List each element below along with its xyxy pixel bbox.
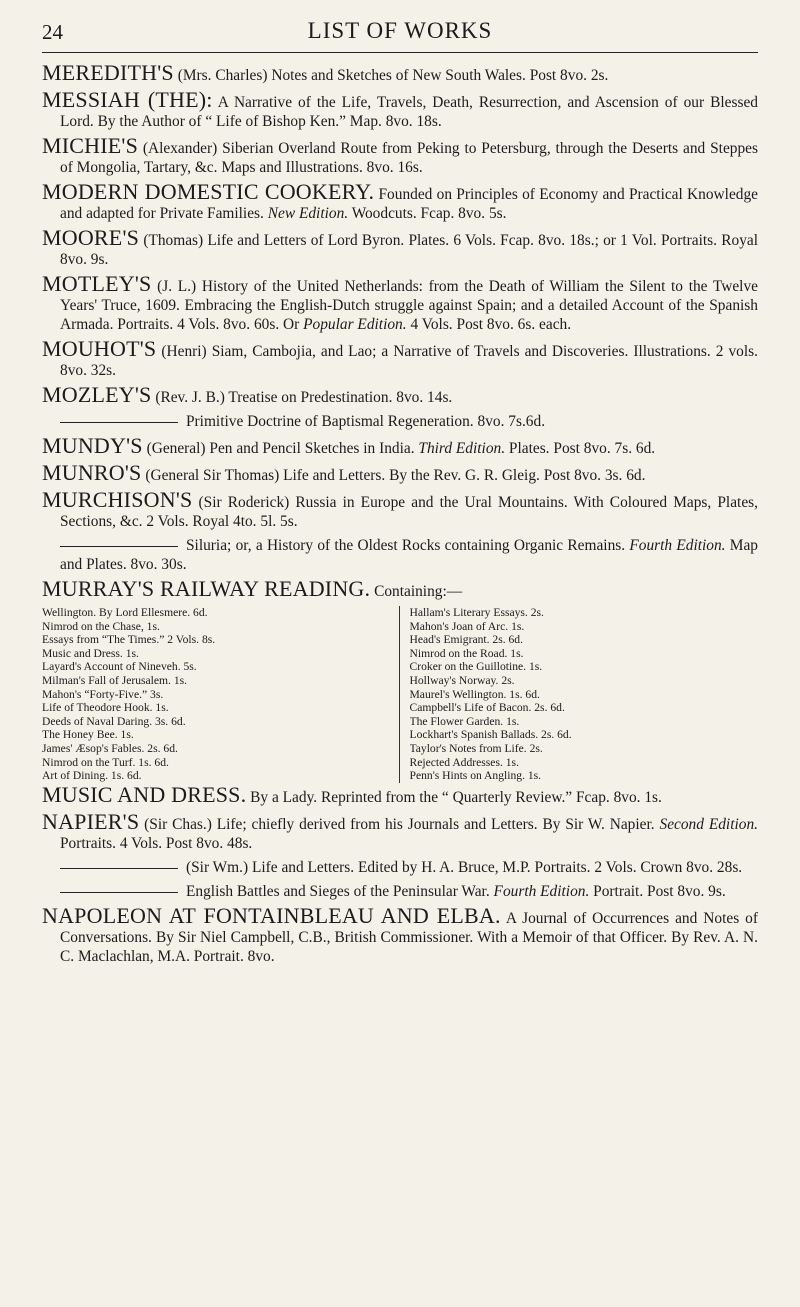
catalog-entry	[42, 536, 758, 574]
entry-details: Map and Plates. 8vo. 30s.	[60, 537, 758, 573]
entry-edition: Fourth Edition.	[493, 882, 590, 900]
railway-title: Art of Dining. 1s. 6d.	[42, 769, 142, 783]
railway-title: Nimrod on the Chase, 1s.	[42, 619, 160, 633]
entry-name: MUNRO'S	[42, 460, 142, 485]
railway-left-column	[42, 606, 400, 783]
entry-text: (General) Pen and Pencil Sketches in India.	[146, 440, 415, 457]
entry-text: English Battles and Sieges of the Peninsular War.	[186, 882, 490, 900]
catalog-entry	[42, 460, 758, 485]
entry-name: MUSIC AND DRESS.	[42, 781, 247, 807]
catalog-entry	[42, 382, 758, 407]
entry-edition: Popular Edition.	[303, 316, 407, 333]
railway-title: Mahon's Joan of Arc. 1s.	[409, 619, 525, 633]
railway-title: The Flower Garden. 1s.	[409, 714, 520, 728]
entry-name: NAPOLEON AT FONTAINBLEAU AND ELBA.	[42, 902, 501, 928]
entries-list-continued	[42, 781, 758, 966]
catalog-entry	[42, 271, 758, 334]
entry-name: MICHIE'S	[42, 133, 139, 158]
entry-text: (Sir Wm.) Life and Letters. Edited by H. A. Bruce, M.P. Portraits. 2 Vols. Crown 8vo. 28s.	[186, 858, 743, 876]
railway-title: Penn's Hints on Angling. 1s.	[409, 769, 542, 783]
entry-name: MOZLEY'S	[42, 382, 152, 407]
entry-text: Siluria; or, a History of the Oldest Rocks containing Organic Remains.	[186, 537, 626, 554]
entry-edition: Second Edition.	[659, 815, 758, 833]
railway-right-column	[400, 606, 759, 783]
railway-title: James' Æsop's Fables. 2s. 6d.	[42, 741, 178, 755]
catalog-entry	[42, 433, 758, 458]
catalog-entry	[42, 133, 758, 177]
entry-name: MUNDY'S	[42, 433, 143, 458]
catalog-entry	[42, 808, 758, 853]
entry-details: Portrait. Post 8vo. 9s.	[593, 882, 726, 900]
entry-text: (General Sir Thomas) Life and Letters. By the Rev. G. R. Gleig. Post 8vo. 3s. 6d.	[145, 467, 646, 484]
entry-name: MURRAY'S RAILWAY READING.	[42, 576, 371, 601]
railway-title: Rejected Addresses. 1s.	[409, 755, 519, 769]
railway-title: The Honey Bee. 1s.	[42, 728, 134, 742]
ditto-rule	[60, 422, 178, 423]
entry-text: Founded on Principles of Economy and Practical Knowledge and adapted for Private Families.	[60, 186, 759, 222]
entry-edition: New Edition.	[267, 205, 349, 222]
railway-title: Nimrod on the Turf. 1s. 6d.	[42, 755, 169, 769]
entry-text: Primitive Doctrine of Baptismal Regeneration. 8vo. 7s.6d.	[186, 413, 546, 430]
catalog-entry	[42, 487, 758, 531]
page-header	[42, 14, 758, 48]
entries-list	[42, 60, 759, 574]
railway-title: Music and Dress. 1s.	[42, 646, 139, 660]
catalog-entry	[42, 60, 758, 85]
entry-text: (J. L.) History of the United Netherlands: from the Death of William the Silent to the Twelve Years' Truce, 1609. Embracing the English-Dutch struggle against Spain; and a detailed Account of the Spanish Armada. Portraits. 4 Vols. 8vo. 60s. Or	[60, 278, 758, 333]
entry-text: (Henri) Siam, Cambojia, and Lao; a Narrative of Travels and Discoveries. Illustrations. 2 vols. 8vo. 32s.	[60, 343, 758, 379]
entry-name: MESSIAH (THE):	[42, 87, 213, 112]
entry-details: Plates. Post 8vo. 7s. 6d.	[508, 440, 656, 457]
catalog-entry	[42, 781, 758, 807]
entry-name: MOUHOT'S	[42, 336, 157, 361]
railway-title: Hollway's Norway. 2s.	[409, 673, 515, 687]
entry-details: 4 Vols. Post 8vo. 6s. each.	[410, 316, 572, 333]
entry-text: (Thomas) Life and Letters of Lord Byron. Plates. 6 Vols. Fcap. 8vo. 18s.; or 1 Vol. Portraits. Royal 8vo. 9s.	[60, 232, 758, 268]
entry-text: (Sir Chas.) Life; chiefly derived from his Journals and Letters. By Sir W. Napier.	[144, 815, 655, 833]
railway-title: Essays from “The Times.” 2 Vols. 8s.	[42, 633, 216, 647]
railway-title: Wellington. By Lord Ellesmere. 6d.	[42, 606, 208, 619]
entry-text: (Mrs. Charles) Notes and Sketches of New South Wales. Post 8vo. 2s.	[177, 67, 609, 84]
entry-text: (Rev. J. B.) Treatise on Predestination. 8vo. 14s.	[155, 389, 453, 406]
entry-edition: Third Edition.	[418, 440, 506, 457]
page	[42, 14, 758, 971]
railway-title: Deeds of Naval Daring. 3s. 6d.	[42, 714, 186, 728]
entry-name: MOTLEY'S	[42, 271, 152, 296]
railway-title: Life of Theodore Hook. 1s.	[42, 701, 169, 715]
catalog-entry	[42, 336, 758, 380]
railway-title: Lockhart's Spanish Ballads. 2s. 6d.	[409, 728, 572, 742]
entry-name: MODERN DOMESTIC COOKERY.	[42, 179, 375, 204]
catalog-entry	[42, 179, 759, 223]
page-number: 24	[42, 20, 63, 44]
catalog-entry	[42, 225, 758, 269]
entry-text: (Alexander) Siberian Overland Route from Peking to Petersburg, through the Deserts and Steppes of Mongolia, Tartary, &c. Maps and Illustrations. 8vo. 16s.	[60, 140, 758, 176]
railway-title: Croker on the Guillotine. 1s.	[409, 660, 543, 674]
entry-name: MOORE'S	[42, 225, 140, 250]
railway-title: Layard's Account of Nineveh. 5s.	[42, 660, 197, 674]
header-rule	[42, 52, 758, 53]
railway-title: Nimrod on the Road. 1s.	[409, 646, 524, 660]
entry-name: NAPIER'S	[42, 808, 140, 834]
catalog-entry	[42, 882, 758, 901]
railway-title: Mahon's “Forty-Five.” 3s.	[42, 687, 164, 701]
entry-text: A Journal of Occurrences and Notes of Conversations. By Sir Niel Campbell, C.B., British Commissioner. With a Memoir of that Officer. By Rev. A. N. C. Maclachlan, M.A. Portrait. 8vo.	[60, 909, 758, 965]
entry-text: By a Lady. Reprinted from the “ Quarterly Review.” Fcap. 8vo. 1s.	[250, 788, 662, 806]
railway-title: Taylor's Notes from Life. 2s.	[409, 741, 543, 755]
catalog-entry	[42, 858, 758, 877]
catalog-entry	[42, 902, 758, 966]
entry-edition: Fourth Edition.	[629, 537, 726, 554]
entry-name: MURCHISON'S	[42, 487, 193, 512]
railway-title: Campbell's Life of Bacon. 2s. 6d.	[409, 701, 565, 715]
railway-title: Milman's Fall of Jerusalem. 1s.	[42, 673, 188, 687]
catalog-entry	[42, 412, 758, 431]
murray-railway-entry	[42, 576, 758, 601]
entry-text: (Sir Roderick) Russia in Europe and the Ural Mountains. With Coloured Maps, Plates, Sections, &c. 2 Vols. Royal 4to. 5l. 5s.	[60, 494, 758, 530]
entry-name: MEREDITH'S	[42, 60, 174, 85]
entry-details: Portraits. 4 Vols. Post 8vo. 48s.	[60, 834, 253, 852]
railway-title: Maurel's Wellington. 1s. 6d.	[409, 687, 540, 701]
railway-title: Head's Emigrant. 2s. 6d.	[409, 633, 523, 647]
entry-details: Woodcuts. Fcap. 8vo. 5s.	[351, 205, 507, 222]
railway-title: Hallam's Literary Essays. 2s.	[409, 606, 544, 619]
railway-reading-list	[42, 606, 758, 783]
catalog-entry	[42, 87, 758, 131]
running-head: LIST OF WORKS	[307, 18, 493, 43]
ditto-rule	[60, 546, 178, 547]
ditto-rule	[60, 868, 178, 869]
entry-text: Containing:—	[374, 583, 463, 600]
entry-text: A Narrative of the Life, Travels, Death, Resurrection, and Ascension of our Blessed Lord. By the Author of “ Life of Bishop Ken.” Map. 8vo. 18s.	[60, 94, 758, 130]
ditto-rule	[60, 892, 178, 893]
